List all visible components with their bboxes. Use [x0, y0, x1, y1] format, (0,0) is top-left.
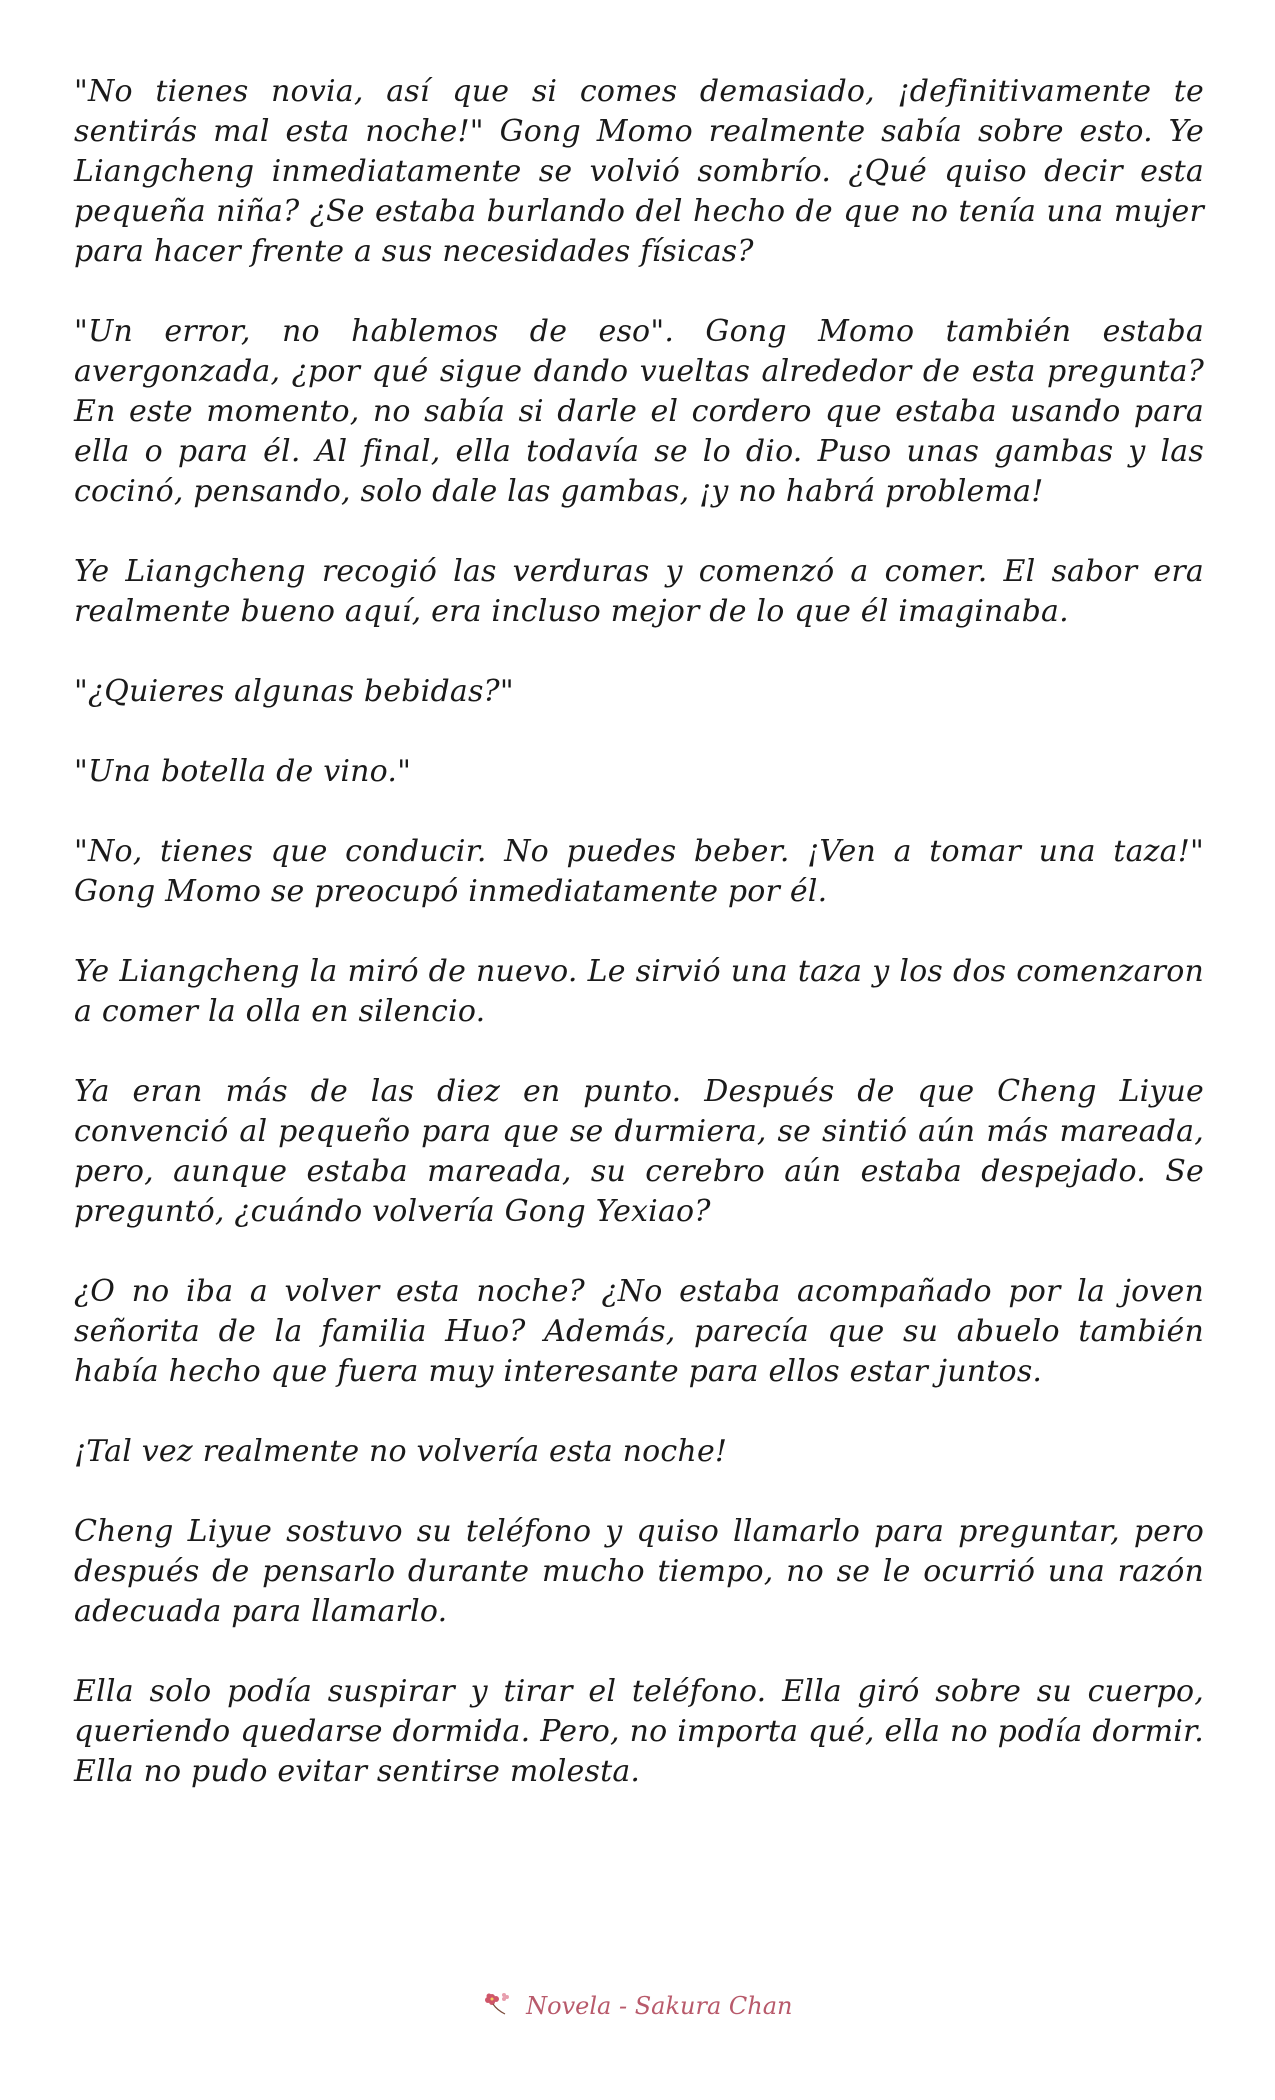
paragraph-12: Ella solo podía suspirar y tirar el teléfono. Ella giró sobre su cuerpo, queriendo quedarse dormida. Pero, no importa qué, ella no podía dormir. Ella no pudo evitar sentirse molesta. [74, 1674, 1204, 1789]
paragraph-2: "Un error, no hablemos de eso". Gong Momo también estaba avergonzada, ¿por qué sigue dando vueltas alrededor de esta pregunta? En este momento, no sabía si darle el cordero que estaba usando para ella o para él. Al final, ella todavía se lo dio. Puso unas gambas y las cocinó, pensando, solo dale las gambas, ¡y no habrá problema! [74, 314, 1204, 509]
paragraph-6: "No, tienes que conducir. No puedes beber. ¡Ven a tomar una taza!" Gong Momo se preocupó inmediatamente por él. [74, 834, 1204, 909]
paragraph-11: Cheng Liyue sostuvo su teléfono y quiso llamarlo para preguntar, pero después de pensarlo durante mucho tiempo, no se le ocurrió una razón adecuada para llamarlo. [74, 1514, 1204, 1629]
paragraph-8: Ya eran más de las diez en punto. Después de que Cheng Liyue convenció al pequeño para que se durmiera, se sintió aún más mareada, pero, aunque estaba mareada, su cerebro aún estaba despejado. Se preguntó, ¿cuándo volvería Gong Yexiao? [74, 1074, 1204, 1229]
paragraph-3: Ye Liangcheng recogió las verduras y comenzó a comer. El sabor era realmente bueno aquí, era incluso mejor de lo que él imaginaba. [74, 554, 1204, 629]
paragraph-10: ¡Tal vez realmente no volvería esta noche! [74, 1434, 728, 1469]
paragraph-1: "No tienes novia, así que si comes demasiado, ¡definitivamente te sentirás mal esta noche!" Gong Momo realmente sabía sobre esto. Ye Liangcheng inmediatamente se volvió sombrío. ¿Qué quiso decir esta pequeña niña? ¿Se estaba burlando del hecho de que no tenía una mujer para hacer frente a sus necesidades físicas? [74, 74, 1204, 269]
paragraph-7: Ye Liangcheng la miró de nuevo. Le sirvió una taza y los dos comenzaron a comer la olla en silencio. [74, 954, 1204, 1029]
paragraph-4: "¿Quieres algunas bebidas?" [74, 674, 514, 709]
cherry-blossom-icon [483, 1990, 513, 2022]
watermark-footer [0, 1990, 1275, 2022]
paragraph-9: ¿O no iba a volver esta noche? ¿No estaba acompañado por la joven señorita de la familia Huo? Además, parecía que su abuelo también había hecho que fuera muy interesante para ellos estar juntos. [74, 1274, 1204, 1389]
document-body [74, 72, 1204, 1832]
watermark-text: Novela - Sakura Chan [526, 1992, 793, 2020]
paragraph-5: "Una botella de vino." [74, 754, 412, 789]
